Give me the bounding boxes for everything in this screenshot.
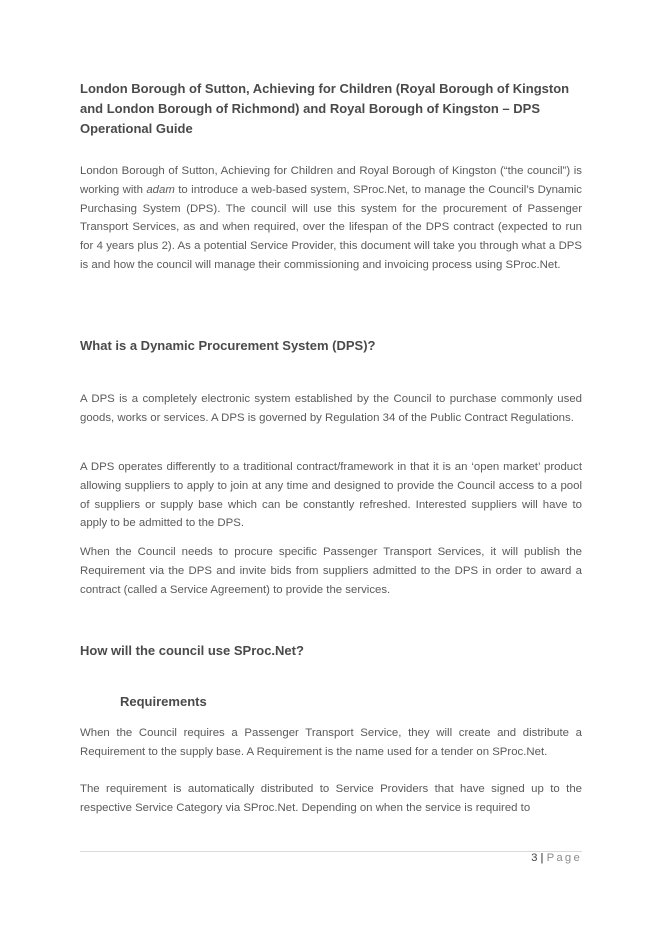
page-footer <box>531 852 582 864</box>
dps-paragraph-2: A DPS operates differently to a traditional contract/framework in that it is an ‘open market’ product allowing suppliers to apply to join at any time and designed to provide the Council access to a pool of suppliers or supply base which can be constantly refreshed. Interested suppliers will have to apply to be admitted to the DPS. <box>80 461 582 530</box>
intro-italic-adam: adam <box>146 183 175 196</box>
section-heading-dps: What is a Dynamic Procurement System (DPS)? <box>80 338 376 353</box>
intro-paragraph <box>80 162 582 275</box>
page-label: Page <box>546 852 582 864</box>
footer-divider <box>80 851 582 852</box>
footer-separator: | <box>540 852 544 864</box>
requirements-paragraph-2: The requirement is automatically distributed to Service Providers that have signed up to the respective Service Category via SProc.Net. Depending on when the service is required to <box>80 783 582 814</box>
page-number: 3 <box>531 852 538 864</box>
requirements-paragraph-1: When the Council requires a Passenger Transport Service, they will create and distribute a Requirement to the supply base. A Requirement is the name used for a tender on SProc.Net. <box>80 727 582 758</box>
intro-text-2: to introduce a web-based system, SProc.Net, to manage the Council’s Dynamic Purchasing System (DPS). The council will use this system for the procurement of Passenger Transport Services, as and when required, over the lifespan of the DPS contract (expected to run for 4 years plus 2). As a potential Service Provider, this document will take you through what a DPS is and how the council will manage their commissioning and invoicing process using SProc.Net. <box>80 183 582 271</box>
document-title: London Borough of Sutton, Achieving for Children (Royal Borough of Kingston and London Borough of Richmond) and Royal Borough of Kingston – DPS Operational Guide <box>80 81 570 136</box>
subheading-requirements: Requirements <box>120 694 207 709</box>
intro-text-1: London Borough of Sutton, Achieving for Children and Royal Borough of Kingston (“the council”) is working with <box>80 165 582 196</box>
section-heading-sproc: How will the council use SProc.Net? <box>80 643 304 658</box>
dps-paragraph-3: When the Council needs to procure specific Passenger Transport Services, it will publish the Requirement via the DPS and invite bids from suppliers admitted to the DPS in order to award a contract (called a Service Agreement) to provide the services. <box>80 546 582 596</box>
dps-paragraph-1: A DPS is a completely electronic system established by the Council to purchase commonly used goods, works or services. A DPS is governed by Regulation 34 of the Public Contract Regulations. <box>80 393 582 424</box>
